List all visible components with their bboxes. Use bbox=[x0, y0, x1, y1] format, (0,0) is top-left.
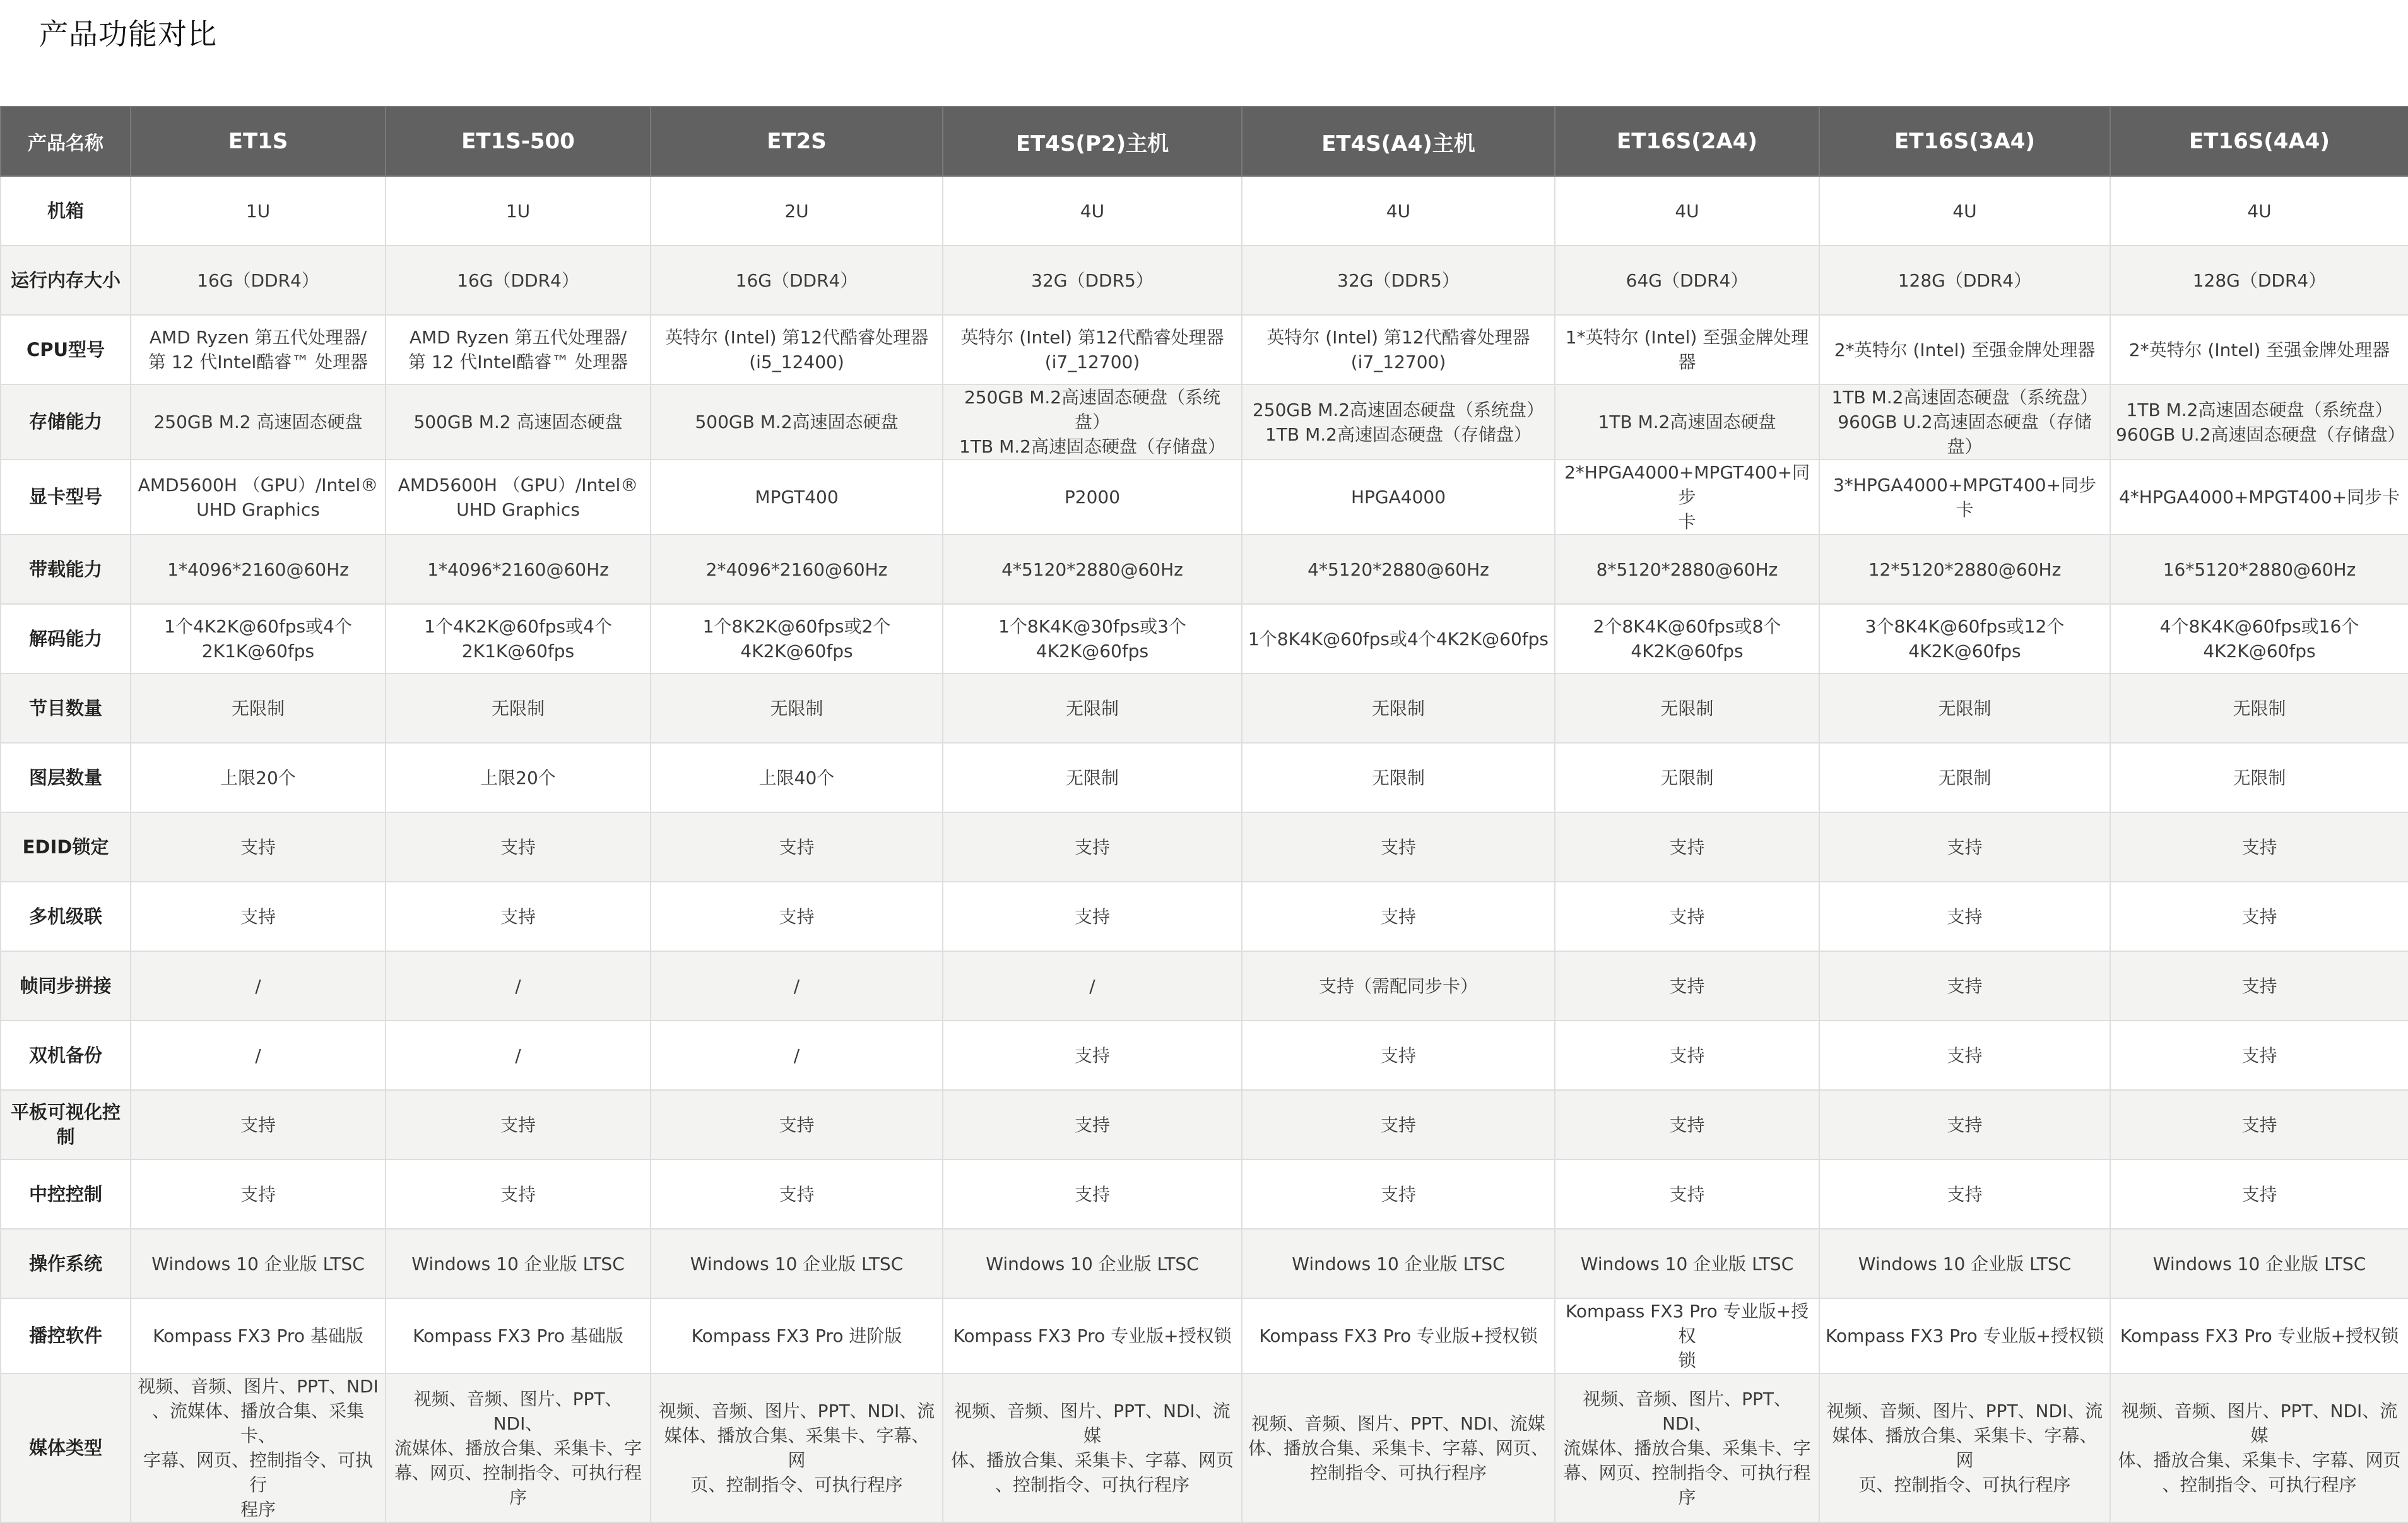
table-cell: 支持 bbox=[1242, 1021, 1555, 1090]
table-cell: 32G（DDR5） bbox=[943, 246, 1242, 315]
table-cell: 英特尔 (Intel) 第12代酷睿处理器 (i7_12700) bbox=[943, 315, 1242, 384]
table-cell: Windows 10 企业版 LTSC bbox=[1242, 1229, 1555, 1298]
table-cell: 支持 bbox=[1555, 882, 1819, 951]
table-cell: 支持 bbox=[943, 1090, 1242, 1159]
row-label: 运行内存大小 bbox=[1, 246, 131, 315]
product-header: ET1S-500 bbox=[386, 107, 651, 176]
table-row bbox=[1, 1373, 2408, 1522]
table-cell: 1TB M.2高速固态硬盘（系统盘） 960GB U.2高速固态硬盘（存储盘） bbox=[2110, 384, 2408, 459]
table-body bbox=[1, 176, 2408, 1522]
row-label: 显卡型号 bbox=[1, 459, 131, 535]
table-cell: Kompass FX3 Pro 专业版+授权锁 bbox=[1242, 1298, 1555, 1373]
table-row bbox=[1, 951, 2408, 1021]
table-cell: 4U bbox=[1555, 176, 1819, 246]
row-label: 帧同步拼接 bbox=[1, 951, 131, 1021]
table-cell: 1*4096*2160@60Hz bbox=[386, 535, 651, 604]
table-cell: Windows 10 企业版 LTSC bbox=[2110, 1229, 2408, 1298]
table-cell: 支持 bbox=[1242, 812, 1555, 882]
row-label: 节目数量 bbox=[1, 673, 131, 743]
table-cell: 英特尔 (Intel) 第12代酷睿处理器 (i5_12400) bbox=[651, 315, 943, 384]
table-cell: 无限制 bbox=[2110, 673, 2408, 743]
table-cell: 4个8K4K@60fps或16个4K2K@60fps bbox=[2110, 604, 2408, 673]
table-row bbox=[1, 246, 2408, 315]
table-cell: 无限制 bbox=[1819, 673, 2110, 743]
table-cell: 64G（DDR4） bbox=[1555, 246, 1819, 315]
table-cell: 支持 bbox=[1555, 951, 1819, 1021]
table-cell: 视频、音频、图片、PPT、NDI、流媒 体、播放合集、采集卡、字幕、网页 、控制指令、可执行程序 bbox=[2110, 1373, 2408, 1522]
table-cell: 无限制 bbox=[386, 673, 651, 743]
table-cell: 2*4096*2160@60Hz bbox=[651, 535, 943, 604]
table-row bbox=[1, 1021, 2408, 1090]
table-cell: 支持 bbox=[2110, 1090, 2408, 1159]
table-cell: 支持 bbox=[386, 1090, 651, 1159]
table-row bbox=[1, 743, 2408, 812]
product-header: ET2S bbox=[651, 107, 943, 176]
table-cell: 无限制 bbox=[1242, 673, 1555, 743]
table-cell: 支持 bbox=[651, 882, 943, 951]
table-cell: 无限制 bbox=[1242, 743, 1555, 812]
table-cell: / bbox=[651, 1021, 943, 1090]
table-row bbox=[1, 315, 2408, 384]
table-cell: 支持 bbox=[131, 1159, 386, 1229]
table-cell: Kompass FX3 Pro 专业版+授权 锁 bbox=[1555, 1298, 1819, 1373]
table-cell: AMD5600H （GPU）/Intel® UHD Graphics bbox=[386, 459, 651, 535]
table-cell: 支持 bbox=[943, 812, 1242, 882]
table-cell: 4*5120*2880@60Hz bbox=[943, 535, 1242, 604]
table-row bbox=[1, 673, 2408, 743]
table-cell: 12*5120*2880@60Hz bbox=[1819, 535, 2110, 604]
table-cell: 无限制 bbox=[1819, 743, 2110, 812]
table-cell: 4U bbox=[2110, 176, 2408, 246]
table-row bbox=[1, 535, 2408, 604]
table-cell: 支持 bbox=[386, 882, 651, 951]
table-cell: Kompass FX3 Pro 专业版+授权锁 bbox=[2110, 1298, 2408, 1373]
table-cell: 支持 bbox=[131, 882, 386, 951]
table-cell: 4U bbox=[1819, 176, 2110, 246]
table-row bbox=[1, 1090, 2408, 1159]
table-cell: Windows 10 企业版 LTSC bbox=[943, 1229, 1242, 1298]
table-cell: 支持 bbox=[1555, 1159, 1819, 1229]
row-label: 双机备份 bbox=[1, 1021, 131, 1090]
table-cell: 支持 bbox=[1819, 951, 2110, 1021]
table-cell: 支持 bbox=[1555, 1090, 1819, 1159]
table-cell: 支持 bbox=[1242, 1159, 1555, 1229]
product-header: ET16S(2A4) bbox=[1555, 107, 1819, 176]
table-cell: 1TB M.2高速固态硬盘（系统盘） 960GB U.2高速固态硬盘（存储盘） bbox=[1819, 384, 2110, 459]
row-label: 带载能力 bbox=[1, 535, 131, 604]
row-label: EDID锁定 bbox=[1, 812, 131, 882]
table-cell: / bbox=[386, 1021, 651, 1090]
table-cell: 支持 bbox=[943, 882, 1242, 951]
table-cell: 4U bbox=[943, 176, 1242, 246]
row-label: 媒体类型 bbox=[1, 1373, 131, 1522]
table-cell: 1个4K2K@60fps或4个 2K1K@60fps bbox=[386, 604, 651, 673]
table-cell: 支持（需配同步卡） bbox=[1242, 951, 1555, 1021]
product-header: ET4S(A4)主机 bbox=[1242, 107, 1555, 176]
product-header: ET16S(3A4) bbox=[1819, 107, 2110, 176]
table-cell: 支持 bbox=[1242, 1090, 1555, 1159]
table-cell: 500GB M.2 高速固态硬盘 bbox=[386, 384, 651, 459]
table-cell: 1U bbox=[131, 176, 386, 246]
table-cell: AMD Ryzen 第五代处理器/ 第 12 代Intel酷睿™ 处理器 bbox=[386, 315, 651, 384]
row-label: 机箱 bbox=[1, 176, 131, 246]
table-cell: 2*英特尔 (Intel) 至强金牌处理器 bbox=[1819, 315, 2110, 384]
table-cell: / bbox=[131, 1021, 386, 1090]
table-cell: HPGA4000 bbox=[1242, 459, 1555, 535]
table-cell: 16G（DDR4） bbox=[131, 246, 386, 315]
corner-header: 产品名称 bbox=[1, 107, 131, 176]
table-header-row bbox=[1, 107, 2408, 176]
row-label: 解码能力 bbox=[1, 604, 131, 673]
table-cell: 4*5120*2880@60Hz bbox=[1242, 535, 1555, 604]
table-cell: 支持 bbox=[131, 1090, 386, 1159]
table-cell: 支持 bbox=[651, 812, 943, 882]
table-cell: Kompass FX3 Pro 进阶版 bbox=[651, 1298, 943, 1373]
table-cell: 上限20个 bbox=[131, 743, 386, 812]
table-cell: / bbox=[943, 951, 1242, 1021]
table-cell: 4*HPGA4000+MPGT400+同步卡 bbox=[2110, 459, 2408, 535]
table-row bbox=[1, 1229, 2408, 1298]
table-cell: AMD Ryzen 第五代处理器/ 第 12 代Intel酷睿™ 处理器 bbox=[131, 315, 386, 384]
table-row bbox=[1, 812, 2408, 882]
table-cell: 支持 bbox=[651, 1090, 943, 1159]
table-cell: 支持 bbox=[1819, 1090, 2110, 1159]
table-cell: 上限20个 bbox=[386, 743, 651, 812]
table-cell: 支持 bbox=[2110, 1021, 2408, 1090]
table-cell: 1个4K2K@60fps或4个 2K1K@60fps bbox=[131, 604, 386, 673]
table-cell: 视频、音频、图片、PPT、NDI、流媒 体、播放合集、采集卡、字幕、网页 、控制指令、可执行程序 bbox=[943, 1373, 1242, 1522]
table-row bbox=[1, 459, 2408, 535]
table-cell: 1*4096*2160@60Hz bbox=[131, 535, 386, 604]
table-cell: 8*5120*2880@60Hz bbox=[1555, 535, 1819, 604]
table-cell: 支持 bbox=[943, 1021, 1242, 1090]
table-cell: Kompass FX3 Pro 专业版+授权锁 bbox=[1819, 1298, 2110, 1373]
table-cell: 支持 bbox=[1555, 1021, 1819, 1090]
row-label: 平板可视化控 制 bbox=[1, 1090, 131, 1159]
table-cell: 视频、音频、图片、PPT、NDI、流 媒体、播放合集、采集卡、字幕、网 页、控制指令、可执行程序 bbox=[1819, 1373, 2110, 1522]
table-cell: 上限40个 bbox=[651, 743, 943, 812]
table-cell: 1个8K4K@60fps或4个4K2K@60fps bbox=[1242, 604, 1555, 673]
table-cell: Kompass FX3 Pro 专业版+授权锁 bbox=[943, 1298, 1242, 1373]
table-cell: 1U bbox=[386, 176, 651, 246]
table-cell: 1*英特尔 (Intel) 至强金牌处理器 bbox=[1555, 315, 1819, 384]
product-header: ET1S bbox=[131, 107, 386, 176]
table-cell: 2*英特尔 (Intel) 至强金牌处理器 bbox=[2110, 315, 2408, 384]
table-cell: 16G（DDR4） bbox=[651, 246, 943, 315]
table-cell: 无限制 bbox=[943, 743, 1242, 812]
table-cell: 无限制 bbox=[651, 673, 943, 743]
row-label: 图层数量 bbox=[1, 743, 131, 812]
table-cell: 2个8K4K@60fps或8个 4K2K@60fps bbox=[1555, 604, 1819, 673]
row-label: 中控控制 bbox=[1, 1159, 131, 1229]
table-cell: 无限制 bbox=[2110, 743, 2408, 812]
table-cell: 支持 bbox=[1819, 1159, 2110, 1229]
product-header: ET16S(4A4) bbox=[2110, 107, 2408, 176]
table-cell: Kompass FX3 Pro 基础版 bbox=[131, 1298, 386, 1373]
table-cell: 16*5120*2880@60Hz bbox=[2110, 535, 2408, 604]
table-cell: 无限制 bbox=[943, 673, 1242, 743]
table-cell: 1个8K4K@30fps或3个4K2K@60fps bbox=[943, 604, 1242, 673]
table-cell: / bbox=[386, 951, 651, 1021]
table-cell: 250GB M.2高速固态硬盘（系统盘） 1TB M.2高速固态硬盘（存储盘） bbox=[943, 384, 1242, 459]
table-cell: 支持 bbox=[2110, 812, 2408, 882]
table-cell: 250GB M.2高速固态硬盘（系统盘） 1TB M.2高速固态硬盘（存储盘） bbox=[1242, 384, 1555, 459]
row-label: 存储能力 bbox=[1, 384, 131, 459]
table-cell: 支持 bbox=[1819, 882, 2110, 951]
table-cell: 500GB M.2高速固态硬盘 bbox=[651, 384, 943, 459]
product-header: ET4S(P2)主机 bbox=[943, 107, 1242, 176]
table-cell: 支持 bbox=[2110, 951, 2408, 1021]
table-cell: 无限制 bbox=[1555, 673, 1819, 743]
table-cell: Windows 10 企业版 LTSC bbox=[1555, 1229, 1819, 1298]
table-cell: 视频、音频、图片、PPT、NDI、流媒 体、播放合集、采集卡、字幕、网页、 控制指令、可执行程序 bbox=[1242, 1373, 1555, 1522]
table-cell: 视频、音频、图片、PPT、NDI、流 媒体、播放合集、采集卡、字幕、网 页、控制指令、可执行程序 bbox=[651, 1373, 943, 1522]
table-cell: 2U bbox=[651, 176, 943, 246]
table-cell: 3*HPGA4000+MPGT400+同步卡 bbox=[1819, 459, 2110, 535]
table-cell: Windows 10 企业版 LTSC bbox=[131, 1229, 386, 1298]
row-label: 播控软件 bbox=[1, 1298, 131, 1373]
table-cell: P2000 bbox=[943, 459, 1242, 535]
table-cell: 视频、音频、图片、PPT、NDI、 流媒体、播放合集、采集卡、字 幕、网页、控制指令、可执行程 序 bbox=[1555, 1373, 1819, 1522]
table-cell: 支持 bbox=[2110, 1159, 2408, 1229]
table-cell: / bbox=[131, 951, 386, 1021]
table-cell: AMD5600H （GPU）/Intel® UHD Graphics bbox=[131, 459, 386, 535]
table-cell: Windows 10 企业版 LTSC bbox=[651, 1229, 943, 1298]
table-cell: 1TB M.2高速固态硬盘 bbox=[1555, 384, 1819, 459]
table-cell: 128G（DDR4） bbox=[1819, 246, 2110, 315]
table-cell: 支持 bbox=[386, 1159, 651, 1229]
table-row bbox=[1, 604, 2408, 673]
table-cell: 视频、音频、图片、PPT、NDI 、流媒体、播放合集、采集卡、 字幕、网页、控制指令、可执行 程序 bbox=[131, 1373, 386, 1522]
table-cell: 支持 bbox=[1819, 1021, 2110, 1090]
table-cell: 3个8K4K@60fps或12个4K2K@60fps bbox=[1819, 604, 2110, 673]
table-cell: / bbox=[651, 951, 943, 1021]
table-cell: 无限制 bbox=[1555, 743, 1819, 812]
row-label: CPU型号 bbox=[1, 315, 131, 384]
table-cell: 128G（DDR4） bbox=[2110, 246, 2408, 315]
table-row bbox=[1, 384, 2408, 459]
table-cell: 无限制 bbox=[131, 673, 386, 743]
table-cell: 英特尔 (Intel) 第12代酷睿处理器 (i7_12700) bbox=[1242, 315, 1555, 384]
table-cell: 32G（DDR5） bbox=[1242, 246, 1555, 315]
table-cell: MPGT400 bbox=[651, 459, 943, 535]
table-cell: 支持 bbox=[2110, 882, 2408, 951]
table-cell: 支持 bbox=[943, 1159, 1242, 1229]
table-row bbox=[1, 1298, 2408, 1373]
table-row bbox=[1, 176, 2408, 246]
table-cell: Windows 10 企业版 LTSC bbox=[386, 1229, 651, 1298]
table-cell: 支持 bbox=[131, 812, 386, 882]
table-row bbox=[1, 882, 2408, 951]
row-label: 多机级联 bbox=[1, 882, 131, 951]
table-row bbox=[1, 1159, 2408, 1229]
table-cell: 2*HPGA4000+MPGT400+同步 卡 bbox=[1555, 459, 1819, 535]
table-cell: 视频、音频、图片、PPT、NDI、 流媒体、播放合集、采集卡、字 幕、网页、控制指令、可执行程 序 bbox=[386, 1373, 651, 1522]
row-label: 操作系统 bbox=[1, 1229, 131, 1298]
table-cell: Windows 10 企业版 LTSC bbox=[1819, 1229, 2110, 1298]
table-cell: 支持 bbox=[1242, 882, 1555, 951]
table-cell: 支持 bbox=[1819, 812, 2110, 882]
table-cell: 支持 bbox=[386, 812, 651, 882]
page-title: 产品功能对比 bbox=[39, 17, 217, 51]
comparison-table bbox=[0, 106, 2408, 1523]
table-cell: Kompass FX3 Pro 基础版 bbox=[386, 1298, 651, 1373]
table-cell: 1个8K2K@60fps或2个4K2K@60fps bbox=[651, 604, 943, 673]
table-cell: 250GB M.2 高速固态硬盘 bbox=[131, 384, 386, 459]
table-cell: 4U bbox=[1242, 176, 1555, 246]
table-cell: 支持 bbox=[1555, 812, 1819, 882]
table-cell: 支持 bbox=[651, 1159, 943, 1229]
table-cell: 16G（DDR4） bbox=[386, 246, 651, 315]
